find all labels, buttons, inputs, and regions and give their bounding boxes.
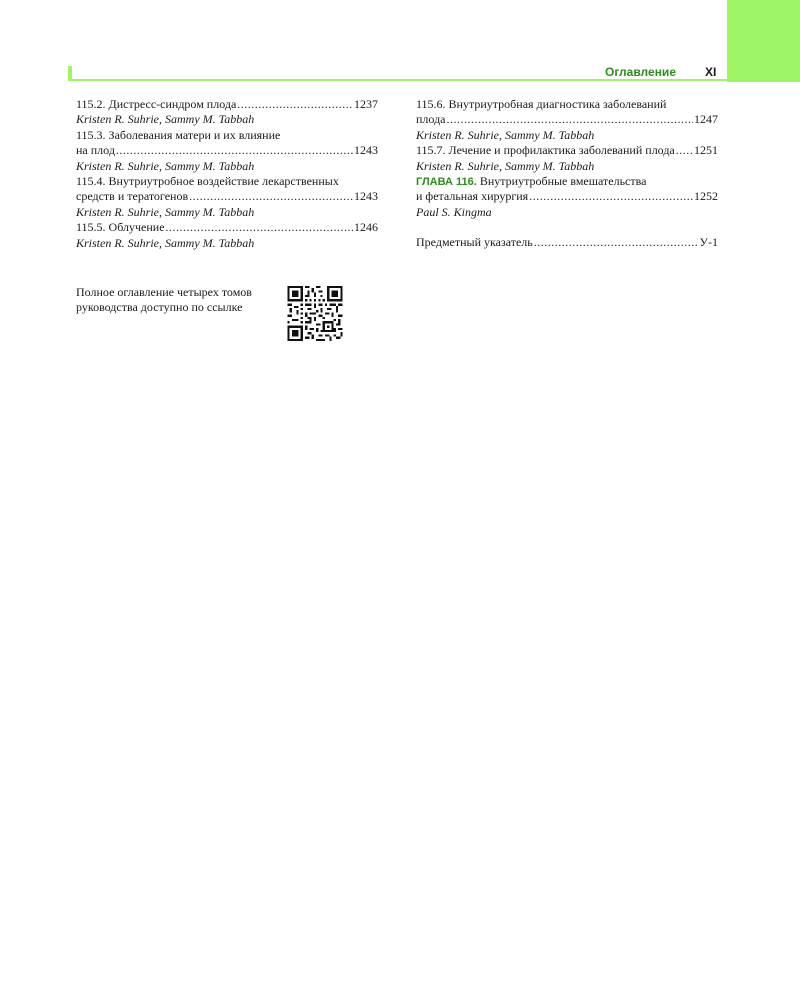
- toc-entry-authors: Paul S. Kingma: [416, 204, 492, 219]
- full-toc-note-line: Полное оглавление четырех томов: [76, 285, 252, 299]
- toc-entry: [416, 97, 718, 143]
- toc-index-entry[interactable]: [416, 235, 718, 250]
- dot-leader: [534, 235, 699, 250]
- header-page-number: XI: [705, 65, 717, 79]
- toc-entry-title-cont: плода: [416, 112, 446, 127]
- chapter-title-cont: и фетальная хирургия: [416, 189, 529, 204]
- toc-right-column: [416, 97, 718, 251]
- full-toc-note-line: руководства доступно по ссылке: [76, 300, 243, 314]
- toc-entry-page: У-1: [699, 235, 718, 250]
- toc-entry-title: Предметный указатель: [416, 235, 533, 250]
- corner-tab: [727, 0, 800, 82]
- toc-entry-title[interactable]: 115.3. Заболевания матери и их влияние: [76, 127, 281, 142]
- spacer: [416, 220, 718, 235]
- toc-entry-line[interactable]: [76, 220, 378, 235]
- toc-entry-authors: Kristen R. Suhrie, Sammy M. Tabbah: [416, 127, 595, 142]
- qr-code-icon[interactable]: [285, 286, 345, 341]
- full-toc-note: [76, 285, 276, 315]
- chapter-title: Внутриутробные вмешательства: [479, 173, 647, 188]
- toc-entry-title: 115.7. Лечение и профилактика заболеваний плода: [416, 143, 675, 158]
- toc-entry: [76, 97, 378, 128]
- dot-leader: [447, 112, 694, 127]
- toc-chapter-entry: [416, 174, 718, 220]
- toc-entry-page: 1243: [354, 143, 378, 158]
- toc-left-column: [76, 97, 378, 251]
- toc-entry: [76, 174, 378, 220]
- dot-leader: [189, 189, 353, 204]
- toc-entry-line[interactable]: [76, 143, 378, 158]
- toc-entry: [76, 128, 378, 174]
- toc-entry-page: 1252: [694, 189, 718, 204]
- dot-leader: [237, 97, 353, 112]
- dot-leader: [529, 189, 693, 204]
- toc-entry-line[interactable]: [416, 143, 718, 158]
- chapter-label: ГЛАВА 116.: [416, 175, 477, 188]
- toc-entry-page: 1237: [354, 97, 378, 111]
- toc-entry-line[interactable]: [416, 189, 718, 204]
- toc-entry: [76, 220, 378, 251]
- toc-entry-title-cont: на плод: [76, 143, 115, 158]
- toc-entry-line[interactable]: [416, 112, 718, 127]
- toc-entry-page: 1247: [694, 112, 718, 127]
- toc-entry-line[interactable]: [76, 97, 378, 112]
- header-section-title: Оглавление: [605, 65, 676, 79]
- toc-entry-page: 1251: [694, 143, 718, 158]
- toc-entry-authors: Kristen R. Suhrie, Sammy M. Tabbah: [416, 158, 595, 173]
- dot-leader: [116, 143, 353, 158]
- toc-entry-title-cont: средств и тератогенов: [76, 189, 189, 204]
- toc-entry-page: 1243: [354, 189, 378, 204]
- toc-chapter-title[interactable]: [416, 174, 718, 189]
- toc-entry-title: 115.2. Дистресс-синдром плода: [76, 97, 237, 111]
- toc-entry-authors: Kristen R. Suhrie, Sammy M. Tabbah: [76, 112, 255, 127]
- toc-entry-line[interactable]: [76, 189, 378, 204]
- toc-entry: [416, 143, 718, 174]
- toc-entry-title[interactable]: 115.6. Внутриутробная диагностика заболеваний: [416, 97, 667, 111]
- toc-entry-authors: Kristen R. Suhrie, Sammy M. Tabbah: [76, 204, 255, 219]
- toc-entry-authors: Kristen R. Suhrie, Sammy M. Tabbah: [76, 158, 255, 173]
- dot-leader: [676, 143, 693, 158]
- toc-entry-title: 115.5. Облучение: [76, 220, 165, 235]
- toc-entry-page: 1246: [354, 220, 378, 235]
- dot-leader: [166, 220, 353, 235]
- toc-entry-authors: Kristen R. Suhrie, Sammy M. Tabbah: [76, 235, 255, 250]
- toc-entry-title[interactable]: 115.4. Внутриутробное воздействие лекарственных: [76, 173, 339, 188]
